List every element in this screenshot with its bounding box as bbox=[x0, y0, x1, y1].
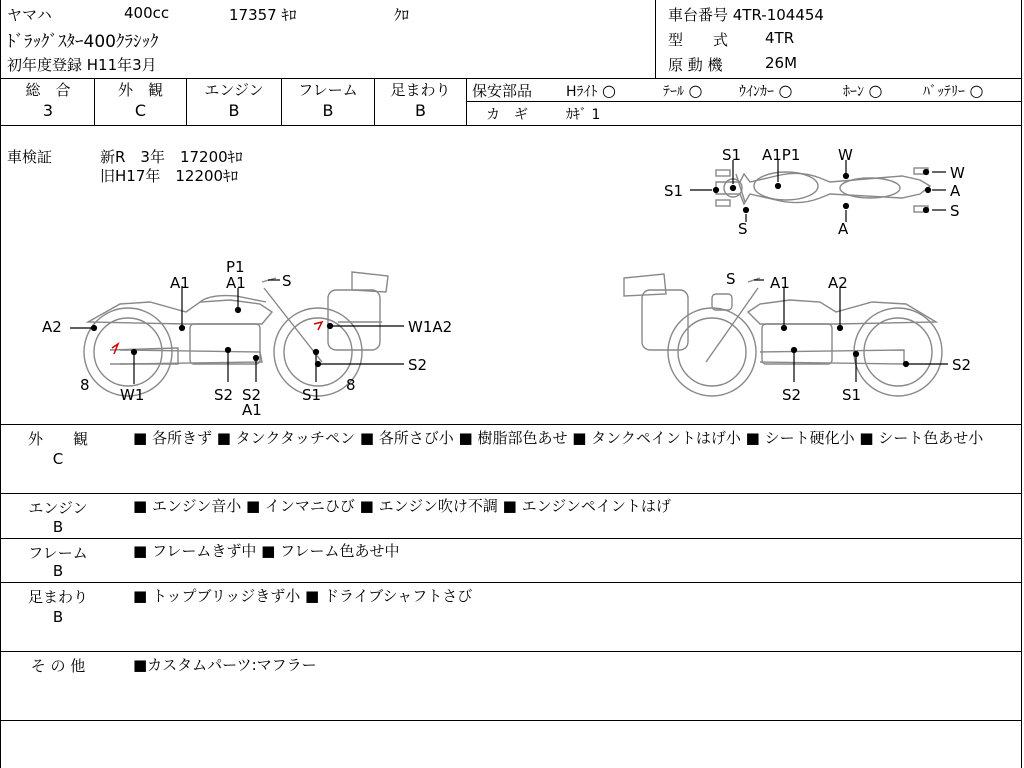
key-value: ｶｷﾞ 1 bbox=[566, 107, 601, 123]
section-exterior-text: ■ 各所きず ■ タンクタッチペン ■ 各所さび小 ■ 樹脂部色あせ ■ タンクペイントはげ小 ■ シート硬化小 ■ シート色あせ小 bbox=[133, 429, 984, 447]
safety-parts-label: 保安部品 bbox=[472, 82, 533, 100]
rule bbox=[0, 538, 1022, 539]
rule bbox=[0, 493, 1022, 494]
bike-top-view bbox=[716, 168, 930, 212]
grade-engine-label: エンジン bbox=[204, 81, 264, 99]
label-left: W1A2 bbox=[408, 318, 453, 336]
grade-engine-value: B bbox=[228, 101, 240, 120]
label-left: W1 bbox=[120, 386, 145, 404]
model-name: ﾄﾞﾗｯｸﾞｽﾀｰ400ｸﾗｼｯｸ bbox=[7, 32, 159, 52]
grade-exterior-label: 外 観 bbox=[117, 81, 163, 99]
safety-headlight: Hﾗｲﾄ ○ bbox=[566, 81, 616, 100]
label-left: A1 bbox=[226, 274, 246, 292]
grade-overall-value: 3 bbox=[42, 101, 54, 120]
label-right: S1 bbox=[842, 386, 862, 404]
label-right: A2 bbox=[828, 274, 848, 292]
label-top: S1 bbox=[664, 182, 684, 200]
rule bbox=[0, 651, 1022, 652]
label-left: S2 bbox=[242, 386, 262, 404]
section-other-text: ■カスタムパーツ:マフラー bbox=[133, 656, 317, 674]
rule bbox=[0, 582, 1022, 583]
label-left: S2 bbox=[214, 386, 234, 404]
label-top: A bbox=[838, 220, 849, 238]
label-top: W bbox=[950, 164, 965, 182]
diagram-labels bbox=[42, 146, 971, 419]
label-left: A1 bbox=[170, 274, 190, 292]
grade-suspension-value: B bbox=[415, 101, 426, 120]
label-right: S2 bbox=[782, 386, 802, 404]
grade-frame-value: B bbox=[322, 101, 334, 120]
grade-overall-label: 総 合 bbox=[25, 81, 71, 99]
safety-taillight: ﾃｰﾙ ○ bbox=[663, 81, 703, 100]
section-frame-text: ■ フレームきず中 ■ フレーム色あせ中 bbox=[133, 542, 400, 560]
label-left: A1 bbox=[242, 401, 262, 419]
label-left: P1 bbox=[226, 258, 245, 276]
section-suspension-grade: B bbox=[52, 608, 64, 626]
grade-exterior-value: C bbox=[134, 101, 147, 120]
label-top: S bbox=[950, 202, 960, 220]
section-suspension-text: ■ トップブリッジきず小 ■ ドライブシャフトさび bbox=[133, 587, 473, 605]
label-left: S bbox=[282, 272, 292, 290]
section-engine-grade: B bbox=[52, 518, 64, 536]
label-top: S1 bbox=[722, 146, 742, 164]
label-left: A2 bbox=[42, 318, 62, 336]
engine-value: 26M bbox=[765, 54, 798, 72]
grade-suspension-label: 足まわり bbox=[390, 81, 451, 99]
damage-diagram bbox=[0, 126, 1022, 424]
inspection-old: 旧H17年 12200ｷﾛ bbox=[100, 167, 239, 185]
label-left: S1 bbox=[302, 386, 322, 404]
inspection-label: 車検証 bbox=[7, 148, 53, 166]
section-engine-text: ■ エンジン音小 ■ インマニひび ■ エンジン吹け不調 ■ エンジンペイントはげ bbox=[133, 497, 671, 515]
header-divider bbox=[655, 0, 656, 78]
safety-horn: ﾎｰﾝ ○ bbox=[843, 81, 883, 100]
section-suspension-title: 足まわり bbox=[27, 588, 88, 606]
displacement: 400cc bbox=[124, 4, 170, 22]
rule bbox=[0, 424, 1022, 425]
label-top: A1P1 bbox=[762, 146, 801, 164]
section-frame-grade: B bbox=[52, 562, 64, 580]
label-left: 8 bbox=[346, 376, 356, 394]
color: ｸﾛ bbox=[394, 6, 410, 24]
label-right: A1 bbox=[770, 274, 790, 292]
section-other-title: そ の 他 bbox=[30, 657, 86, 675]
label-left: S2 bbox=[408, 356, 428, 374]
first-registration: 初年度登録 H11年3月 bbox=[7, 56, 157, 74]
label-left: 8 bbox=[80, 376, 90, 394]
mileage: 17357 ｷﾛ bbox=[229, 6, 297, 24]
label-right: S2 bbox=[952, 356, 972, 374]
frame-number: 車台番号 4TR-104454 bbox=[668, 6, 824, 24]
grade-frame-label: フレーム bbox=[298, 81, 358, 99]
model-code-value: 4TR bbox=[765, 29, 795, 47]
engine-label: 原 動 機 bbox=[668, 56, 723, 74]
label-top: S bbox=[738, 220, 748, 238]
model-code-label: 型 式 bbox=[668, 31, 729, 49]
section-exterior-grade: C bbox=[52, 450, 64, 468]
bike-right-view bbox=[624, 274, 942, 396]
section-frame-title: フレーム bbox=[28, 544, 88, 562]
rule bbox=[466, 101, 1022, 102]
rule bbox=[0, 720, 1022, 721]
label-top: A bbox=[950, 182, 961, 200]
rule bbox=[466, 78, 467, 125]
section-exterior-title: 外 観 bbox=[27, 430, 88, 448]
label-top: W bbox=[838, 146, 853, 164]
inspection-new: 新R 3年 17200ｷﾛ bbox=[100, 148, 243, 166]
key-label: カ ギ bbox=[486, 107, 528, 123]
section-engine-title: エンジン bbox=[28, 499, 88, 517]
safety-winker: ｳｲﾝｶｰ ○ bbox=[739, 81, 793, 100]
safety-battery: ﾊﾞｯﾃﾘｰ ○ bbox=[923, 81, 984, 100]
label-right: S bbox=[726, 270, 736, 288]
maker: ヤマハ bbox=[7, 6, 52, 24]
